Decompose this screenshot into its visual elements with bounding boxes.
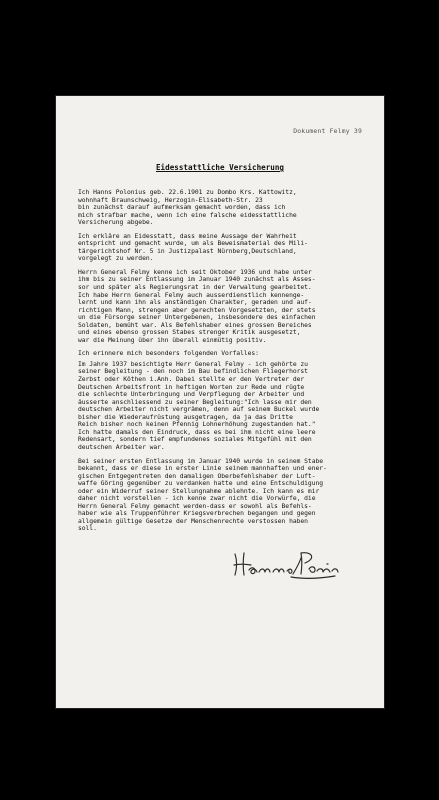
handwritten-signature — [231, 544, 341, 582]
paragraph-dismissal: Bei seiner ersten Entlassung im Januar 1940 wurde in seinem Stabe bekannt, dass er diese in erster Linie seinem mannhaften und ener- gischen Entgegentreten den damaligen Oberbefehlshaber der Luft- waffe Göring gegenüber zu verdanken hatte und eine Entschuldigung oder ein Widerruf seiner Stellungnahme ablehnte. Ich kann es mir daher nicht vorstellen - ich kenne zwar nicht die Vorwürfe, die Herrn General Felmy gemacht werden-dass er sowohl als Befehls- haber wie als Truppenführer Kriegsverbrechen begangen und gegen allgemein gültige Gesetze der Menschenrechte verstossen haben soll. — [78, 457, 327, 533]
document-page — [56, 96, 384, 708]
paragraph-identity: Ich Hanns Polonius geb. 22.6.1901 zu Dombo Krs. Kattowitz, wohnhaft Braunschweig, Herzogin-Elisabeth-Str. 23 bin zunächst darauf aufmerksam gemacht worden, dass ich mich strafbar mache, wenn ich eine falsche eidesstattliche Versicherung abgebe. — [78, 189, 297, 227]
document-body — [78, 189, 368, 539]
paragraph-character: Herrn General Felmy kenne ich seit Oktober 1936 und habe unter ihm bis zu seiner Entlassung im Januar 1940 zunächst als Asses- sor und später als Regierungsrat in der Verwaltung gearbeitet. Ich habe Herrn General Felmy auch ausserdienstlich kennenge- lernt und kann ihn als anständigen Charakter, geraden und auf- richtigen Mann, strengen aber gerechten Vorgesetzten, der stets un die Fürsorge seiner Untergebenen, insbesondere des einfachen Soldaten, bemüht war. Als Befehlshaber eines grossen Bereiches und eines ebenso grossen Stabes strenger Kritik ausgesetzt, war die Meinung über ihn überall einmütig positiv. — [78, 268, 316, 344]
document-number: Dokument Felmy 39 — [293, 127, 362, 135]
document-title: Eidesstattliche Versicherung — [155, 163, 284, 172]
paragraph-incident-intro: Ich erinnere mich besonders folgenden Vorfalles: — [78, 350, 259, 358]
paragraph-oath: Ich erkläre an Eidesstatt, dass meine Aussage der Wahrheit entspricht und gemacht wurde, um als Beweismaterial des Mili- tärgerichtshof Nr. 5 in Justizpalast Nürnberg,Deutschland, vorgelegt zu werden. — [78, 232, 308, 263]
signature-drawing — [231, 544, 341, 582]
paragraph-incident: Im Jahre 1937 besichtigte Herr General Felmy - ich gehörte zu seiner Begleitung - den noch im Bau befindlichen Fliegerhorst Zerbst oder Köthen i.Anh. Dabei stellte er den Vertreter der Deutschen Arbeitsfront in heftigen Worten zur Rede und rügte die schlechte Unterbringung und Verpflegung der Arbeiter und äusserte anschliessend zu seiner Begleitung:"Ich lasse mir den deutschen Arbeiter nicht vergrämen, denn auf seinem Buckel wurde bisher die Wiederaufrüstung ausgetragen, da ja das Dritte Reich bisher noch keinen Pfennig Lohnerhöhung zugestanden hat." Ich hatte damals den Eindruck, dass es bei ihm nicht eine leere Redensart, sondern tief empfundenes soziales Mitgefühl mit den deutschen Arbeiter war. — [78, 360, 320, 451]
